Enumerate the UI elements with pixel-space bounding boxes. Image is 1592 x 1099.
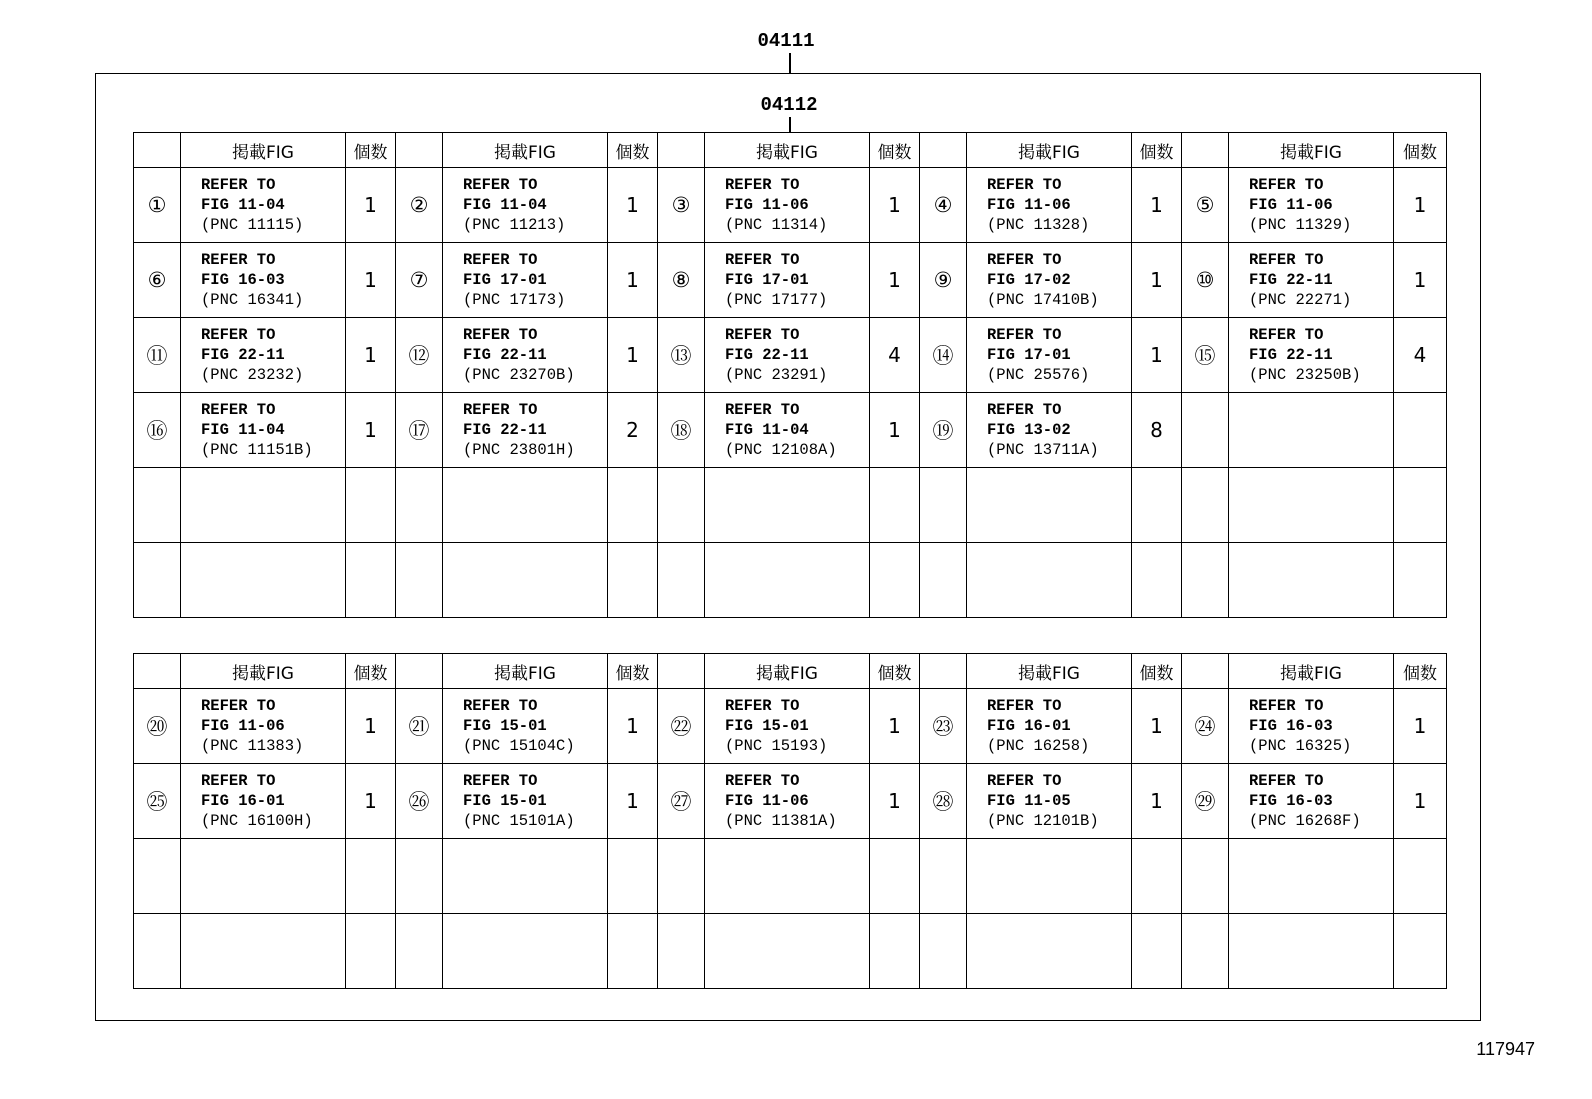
reference-cell bbox=[705, 764, 870, 839]
reference-cell bbox=[1229, 243, 1394, 318]
reference-refer: REFER TO bbox=[463, 697, 538, 715]
reference-pnc: (PNC 22271) bbox=[1249, 291, 1352, 309]
header-number-cell bbox=[920, 133, 967, 168]
reference-refer: REFER TO bbox=[463, 326, 538, 344]
reference-fig: FIG 15-01 bbox=[463, 792, 547, 810]
header-fig-cell: 掲載FIG bbox=[705, 654, 870, 689]
callout-number: ㉔ bbox=[1182, 689, 1229, 764]
quantity-cell: 1 bbox=[870, 393, 920, 468]
reference-refer: REFER TO bbox=[725, 326, 800, 344]
callout-number bbox=[134, 914, 181, 989]
callout-number: ⑫ bbox=[396, 318, 443, 393]
reference-cell bbox=[705, 168, 870, 243]
callout-number bbox=[134, 543, 181, 618]
reference-fig: FIG 11-05 bbox=[987, 792, 1071, 810]
quantity-cell: 1 bbox=[346, 243, 396, 318]
quantity-cell: 1 bbox=[346, 764, 396, 839]
reference-fig: FIG 17-02 bbox=[987, 271, 1071, 289]
callout-number: ㉒ bbox=[658, 689, 705, 764]
table-row bbox=[134, 689, 1447, 764]
header-qty-cell: 個数 bbox=[1132, 133, 1182, 168]
quantity-cell bbox=[1394, 543, 1447, 618]
reference-pnc: (PNC 23801H) bbox=[463, 441, 575, 459]
header-fig-cell: 掲載FIG bbox=[181, 654, 346, 689]
quantity-cell bbox=[870, 543, 920, 618]
table-row bbox=[134, 764, 1447, 839]
reference-cell bbox=[967, 839, 1132, 914]
callout-number bbox=[134, 468, 181, 543]
quantity-cell bbox=[608, 839, 658, 914]
reference-fig: FIG 17-01 bbox=[725, 271, 809, 289]
quantity-cell: 1 bbox=[870, 689, 920, 764]
reference-pnc: (PNC 12101B) bbox=[987, 812, 1099, 830]
callout-number bbox=[1182, 839, 1229, 914]
callout-number: ⑤ bbox=[1182, 168, 1229, 243]
reference-refer: REFER TO bbox=[1249, 697, 1324, 715]
callout-number bbox=[1182, 914, 1229, 989]
header-fig-cell: 掲載FIG bbox=[1229, 133, 1394, 168]
reference-pnc: (PNC 11383) bbox=[201, 737, 304, 755]
reference-refer: REFER TO bbox=[1249, 176, 1324, 194]
quantity-cell bbox=[1132, 468, 1182, 543]
header-fig-cell: 掲載FIG bbox=[967, 133, 1132, 168]
header-qty-cell: 個数 bbox=[1394, 133, 1447, 168]
header-number-cell bbox=[658, 654, 705, 689]
reference-cell bbox=[181, 764, 346, 839]
reference-refer: REFER TO bbox=[987, 401, 1062, 419]
header-number-cell bbox=[658, 133, 705, 168]
reference-refer: REFER TO bbox=[725, 251, 800, 269]
callout-number bbox=[396, 543, 443, 618]
figure-number: 117947 bbox=[1476, 1039, 1535, 1059]
header-fig-cell: 掲載FIG bbox=[181, 133, 346, 168]
quantity-cell: 1 bbox=[346, 318, 396, 393]
reference-fig: FIG 16-03 bbox=[1249, 792, 1333, 810]
reference-cell bbox=[181, 468, 346, 543]
quantity-cell bbox=[1394, 914, 1447, 989]
callout-number bbox=[1182, 543, 1229, 618]
reference-cell bbox=[443, 393, 608, 468]
reference-cell bbox=[443, 468, 608, 543]
callout-number: ⑩ bbox=[1182, 243, 1229, 318]
header-qty-cell: 個数 bbox=[1394, 654, 1447, 689]
reference-cell bbox=[181, 393, 346, 468]
reference-refer: REFER TO bbox=[201, 326, 276, 344]
quantity-cell: 1 bbox=[1394, 243, 1447, 318]
callout-number: ㉖ bbox=[396, 764, 443, 839]
quantity-cell bbox=[608, 468, 658, 543]
reference-cell bbox=[1229, 168, 1394, 243]
reference-fig: FIG 13-02 bbox=[987, 421, 1071, 439]
header-fig-cell: 掲載FIG bbox=[443, 654, 608, 689]
reference-refer: REFER TO bbox=[201, 697, 276, 715]
reference-fig: FIG 22-11 bbox=[1249, 346, 1333, 364]
reference-refer: REFER TO bbox=[987, 176, 1062, 194]
quantity-cell bbox=[870, 468, 920, 543]
callout-number: ⑥ bbox=[134, 243, 181, 318]
quantity-cell: 1 bbox=[346, 168, 396, 243]
reference-cell bbox=[181, 543, 346, 618]
reference-cell bbox=[967, 764, 1132, 839]
reference-cell bbox=[967, 393, 1132, 468]
callout-number: ⑦ bbox=[396, 243, 443, 318]
header-fig-cell: 掲載FIG bbox=[1229, 654, 1394, 689]
callout-number bbox=[658, 543, 705, 618]
callout-number: ⑰ bbox=[396, 393, 443, 468]
reference-pnc: (PNC 23232) bbox=[201, 366, 304, 384]
quantity-cell: 1 bbox=[1132, 318, 1182, 393]
quantity-cell: 1 bbox=[870, 243, 920, 318]
reference-pnc: (PNC 11151B) bbox=[201, 441, 313, 459]
callout-number: ② bbox=[396, 168, 443, 243]
callout-number bbox=[396, 914, 443, 989]
header-qty-cell: 個数 bbox=[870, 133, 920, 168]
callout-number bbox=[920, 914, 967, 989]
reference-pnc: (PNC 16268F) bbox=[1249, 812, 1361, 830]
callout-number bbox=[920, 543, 967, 618]
reference-cell bbox=[1229, 468, 1394, 543]
callout-number: ㉕ bbox=[134, 764, 181, 839]
table-row bbox=[134, 543, 1447, 618]
quantity-cell bbox=[608, 914, 658, 989]
quantity-cell bbox=[346, 839, 396, 914]
callout-number: ㉗ bbox=[658, 764, 705, 839]
reference-cell bbox=[705, 468, 870, 543]
reference-pnc: (PNC 11213) bbox=[463, 216, 566, 234]
reference-refer: REFER TO bbox=[1249, 251, 1324, 269]
table-row bbox=[134, 393, 1447, 468]
reference-cell bbox=[1229, 543, 1394, 618]
callout-number bbox=[658, 839, 705, 914]
reference-fig: FIG 16-01 bbox=[987, 717, 1071, 735]
callout-number: ⑪ bbox=[134, 318, 181, 393]
reference-cell bbox=[705, 543, 870, 618]
reference-cell bbox=[443, 243, 608, 318]
header-number-cell bbox=[396, 654, 443, 689]
reference-cell bbox=[705, 393, 870, 468]
callout-number bbox=[396, 839, 443, 914]
quantity-cell bbox=[346, 468, 396, 543]
reference-cell bbox=[967, 914, 1132, 989]
table-row bbox=[134, 914, 1447, 989]
quantity-cell: 1 bbox=[346, 393, 396, 468]
reference-fig: FIG 22-11 bbox=[1249, 271, 1333, 289]
reference-fig: FIG 16-03 bbox=[201, 271, 285, 289]
quantity-cell: 1 bbox=[1132, 168, 1182, 243]
reference-refer: REFER TO bbox=[987, 697, 1062, 715]
reference-fig: FIG 22-11 bbox=[201, 346, 285, 364]
quantity-cell: 1 bbox=[608, 689, 658, 764]
reference-refer: REFER TO bbox=[463, 251, 538, 269]
quantity-cell bbox=[870, 914, 920, 989]
reference-cell bbox=[1229, 318, 1394, 393]
callout-number bbox=[134, 839, 181, 914]
reference-pnc: (PNC 17410B) bbox=[987, 291, 1099, 309]
reference-refer: REFER TO bbox=[987, 326, 1062, 344]
callout-number bbox=[920, 468, 967, 543]
callout-number: ⑭ bbox=[920, 318, 967, 393]
outer-assembly-label: 04111 bbox=[757, 30, 815, 52]
callout-number: ① bbox=[134, 168, 181, 243]
reference-cell bbox=[443, 543, 608, 618]
quantity-cell: 1 bbox=[346, 689, 396, 764]
reference-refer: REFER TO bbox=[725, 401, 800, 419]
reference-pnc: (PNC 15104C) bbox=[463, 737, 575, 755]
callout-number: ㉘ bbox=[920, 764, 967, 839]
callout-number bbox=[1182, 468, 1229, 543]
header-qty-cell: 個数 bbox=[870, 654, 920, 689]
reference-refer: REFER TO bbox=[725, 772, 800, 790]
reference-pnc: (PNC 11328) bbox=[987, 216, 1090, 234]
reference-cell bbox=[1229, 393, 1394, 468]
quantity-cell bbox=[346, 543, 396, 618]
quantity-cell: 1 bbox=[870, 168, 920, 243]
header-number-cell bbox=[920, 654, 967, 689]
callout-number bbox=[658, 468, 705, 543]
callout-number: ㉑ bbox=[396, 689, 443, 764]
reference-pnc: (PNC 17177) bbox=[725, 291, 828, 309]
reference-pnc: (PNC 11381A) bbox=[725, 812, 837, 830]
reference-fig: FIG 11-04 bbox=[463, 196, 547, 214]
reference-pnc: (PNC 25576) bbox=[987, 366, 1090, 384]
callout-number: ㉓ bbox=[920, 689, 967, 764]
reference-fig: FIG 11-06 bbox=[1249, 196, 1333, 214]
reference-fig: FIG 11-06 bbox=[725, 196, 809, 214]
reference-fig: FIG 15-01 bbox=[725, 717, 809, 735]
reference-fig: FIG 16-03 bbox=[1249, 717, 1333, 735]
reference-cell bbox=[967, 543, 1132, 618]
callout-number: ⑨ bbox=[920, 243, 967, 318]
header-number-cell bbox=[1182, 654, 1229, 689]
reference-cell bbox=[443, 318, 608, 393]
reference-cell bbox=[181, 168, 346, 243]
reference-cell bbox=[967, 168, 1132, 243]
reference-refer: REFER TO bbox=[201, 251, 276, 269]
quantity-cell bbox=[870, 839, 920, 914]
reference-fig: FIG 11-06 bbox=[987, 196, 1071, 214]
reference-cell bbox=[181, 318, 346, 393]
reference-pnc: (PNC 16100H) bbox=[201, 812, 313, 830]
reference-pnc: (PNC 16258) bbox=[987, 737, 1090, 755]
callout-number bbox=[920, 839, 967, 914]
header-fig-cell: 掲載FIG bbox=[967, 654, 1132, 689]
reference-fig: FIG 16-01 bbox=[201, 792, 285, 810]
table-row bbox=[134, 839, 1447, 914]
reference-cell bbox=[443, 689, 608, 764]
reference-fig: FIG 11-06 bbox=[201, 717, 285, 735]
reference-refer: REFER TO bbox=[1249, 772, 1324, 790]
header-number-cell bbox=[134, 654, 181, 689]
header-qty-cell: 個数 bbox=[1132, 654, 1182, 689]
reference-cell bbox=[1229, 689, 1394, 764]
reference-pnc: (PNC 23291) bbox=[725, 366, 828, 384]
reference-refer: REFER TO bbox=[725, 176, 800, 194]
callout-number: ⑲ bbox=[920, 393, 967, 468]
header-number-cell bbox=[1182, 133, 1229, 168]
quantity-cell: 1 bbox=[608, 168, 658, 243]
header-fig-cell: 掲載FIG bbox=[443, 133, 608, 168]
table-row bbox=[134, 468, 1447, 543]
quantity-cell: 1 bbox=[608, 318, 658, 393]
header-qty-cell: 個数 bbox=[608, 133, 658, 168]
callout-number: ⑬ bbox=[658, 318, 705, 393]
reference-cell bbox=[967, 468, 1132, 543]
reference-cell bbox=[181, 689, 346, 764]
reference-fig: FIG 15-01 bbox=[463, 717, 547, 735]
table-row bbox=[134, 168, 1447, 243]
quantity-cell bbox=[346, 914, 396, 989]
reference-cell bbox=[1229, 839, 1394, 914]
reference-pnc: (PNC 15193) bbox=[725, 737, 828, 755]
reference-pnc: (PNC 17173) bbox=[463, 291, 566, 309]
quantity-cell: 1 bbox=[608, 764, 658, 839]
quantity-cell bbox=[1132, 839, 1182, 914]
reference-refer: REFER TO bbox=[1249, 326, 1324, 344]
reference-cell bbox=[443, 168, 608, 243]
reference-fig: FIG 17-01 bbox=[987, 346, 1071, 364]
reference-pnc: (PNC 13711A) bbox=[987, 441, 1099, 459]
header-fig-cell: 掲載FIG bbox=[705, 133, 870, 168]
quantity-cell: 1 bbox=[1394, 689, 1447, 764]
reference-cell bbox=[443, 914, 608, 989]
reference-cell bbox=[967, 243, 1132, 318]
quantity-cell: 1 bbox=[1132, 243, 1182, 318]
header-number-cell bbox=[134, 133, 181, 168]
callout-number: ④ bbox=[920, 168, 967, 243]
quantity-cell bbox=[1132, 914, 1182, 989]
quantity-cell bbox=[608, 543, 658, 618]
reference-cell bbox=[705, 839, 870, 914]
table-header-row bbox=[134, 133, 1447, 168]
reference-cell bbox=[967, 318, 1132, 393]
header-qty-cell: 個数 bbox=[608, 654, 658, 689]
reference-fig: FIG 22-11 bbox=[725, 346, 809, 364]
callout-number: ⑯ bbox=[134, 393, 181, 468]
reference-fig: FIG 22-11 bbox=[463, 346, 547, 364]
inner-assembly-label: 04112 bbox=[760, 94, 818, 116]
quantity-cell: 1 bbox=[870, 764, 920, 839]
callout-number: ⑳ bbox=[134, 689, 181, 764]
reference-pnc: (PNC 11314) bbox=[725, 216, 828, 234]
reference-fig: FIG 11-04 bbox=[201, 196, 285, 214]
outer-label-leader bbox=[789, 53, 791, 74]
reference-cell bbox=[705, 689, 870, 764]
quantity-cell: 1 bbox=[1132, 689, 1182, 764]
reference-cell bbox=[181, 839, 346, 914]
reference-cell bbox=[705, 318, 870, 393]
reference-pnc: (PNC 12108A) bbox=[725, 441, 837, 459]
reference-fig: FIG 17-01 bbox=[463, 271, 547, 289]
reference-fig: FIG 11-04 bbox=[725, 421, 809, 439]
reference-fig: FIG 11-06 bbox=[725, 792, 809, 810]
quantity-cell bbox=[1394, 393, 1447, 468]
quantity-cell bbox=[1394, 839, 1447, 914]
quantity-cell: 1 bbox=[608, 243, 658, 318]
quantity-cell: 2 bbox=[608, 393, 658, 468]
reference-cell bbox=[1229, 764, 1394, 839]
reference-cell bbox=[443, 764, 608, 839]
header-number-cell bbox=[396, 133, 443, 168]
callout-number: ⑮ bbox=[1182, 318, 1229, 393]
top-reference-table bbox=[133, 132, 1447, 618]
reference-cell bbox=[443, 839, 608, 914]
quantity-cell: 8 bbox=[1132, 393, 1182, 468]
reference-fig: FIG 22-11 bbox=[463, 421, 547, 439]
header-qty-cell: 個数 bbox=[346, 654, 396, 689]
reference-pnc: (PNC 23270B) bbox=[463, 366, 575, 384]
quantity-cell: 4 bbox=[1394, 318, 1447, 393]
reference-fig: FIG 11-04 bbox=[201, 421, 285, 439]
reference-refer: REFER TO bbox=[463, 401, 538, 419]
callout-number bbox=[396, 468, 443, 543]
reference-refer: REFER TO bbox=[987, 772, 1062, 790]
callout-number: ⑱ bbox=[658, 393, 705, 468]
reference-refer: REFER TO bbox=[201, 176, 276, 194]
reference-cell bbox=[967, 689, 1132, 764]
callout-number bbox=[658, 914, 705, 989]
quantity-cell: 1 bbox=[1132, 764, 1182, 839]
reference-pnc: (PNC 16341) bbox=[201, 291, 304, 309]
reference-refer: REFER TO bbox=[201, 772, 276, 790]
quantity-cell: 1 bbox=[1394, 168, 1447, 243]
reference-pnc: (PNC 11329) bbox=[1249, 216, 1352, 234]
reference-cell bbox=[705, 243, 870, 318]
reference-refer: REFER TO bbox=[201, 401, 276, 419]
quantity-cell bbox=[1394, 468, 1447, 543]
quantity-cell: 4 bbox=[870, 318, 920, 393]
reference-cell bbox=[705, 914, 870, 989]
reference-refer: REFER TO bbox=[987, 251, 1062, 269]
reference-cell bbox=[181, 914, 346, 989]
table-header-row bbox=[134, 654, 1447, 689]
reference-pnc: (PNC 15101A) bbox=[463, 812, 575, 830]
reference-refer: REFER TO bbox=[463, 176, 538, 194]
quantity-cell: 1 bbox=[1394, 764, 1447, 839]
reference-pnc: (PNC 23250B) bbox=[1249, 366, 1361, 384]
reference-cell bbox=[1229, 914, 1394, 989]
callout-number bbox=[1182, 393, 1229, 468]
callout-number: ㉙ bbox=[1182, 764, 1229, 839]
header-qty-cell: 個数 bbox=[346, 133, 396, 168]
table-row bbox=[134, 318, 1447, 393]
reference-refer: REFER TO bbox=[725, 697, 800, 715]
table-row bbox=[134, 243, 1447, 318]
reference-pnc: (PNC 11115) bbox=[201, 216, 304, 234]
reference-refer: REFER TO bbox=[463, 772, 538, 790]
reference-pnc: (PNC 16325) bbox=[1249, 737, 1352, 755]
quantity-cell bbox=[1132, 543, 1182, 618]
reference-cell bbox=[181, 243, 346, 318]
bottom-reference-table bbox=[133, 653, 1447, 989]
callout-number: ③ bbox=[658, 168, 705, 243]
callout-number: ⑧ bbox=[658, 243, 705, 318]
inner-label-leader bbox=[789, 117, 791, 133]
